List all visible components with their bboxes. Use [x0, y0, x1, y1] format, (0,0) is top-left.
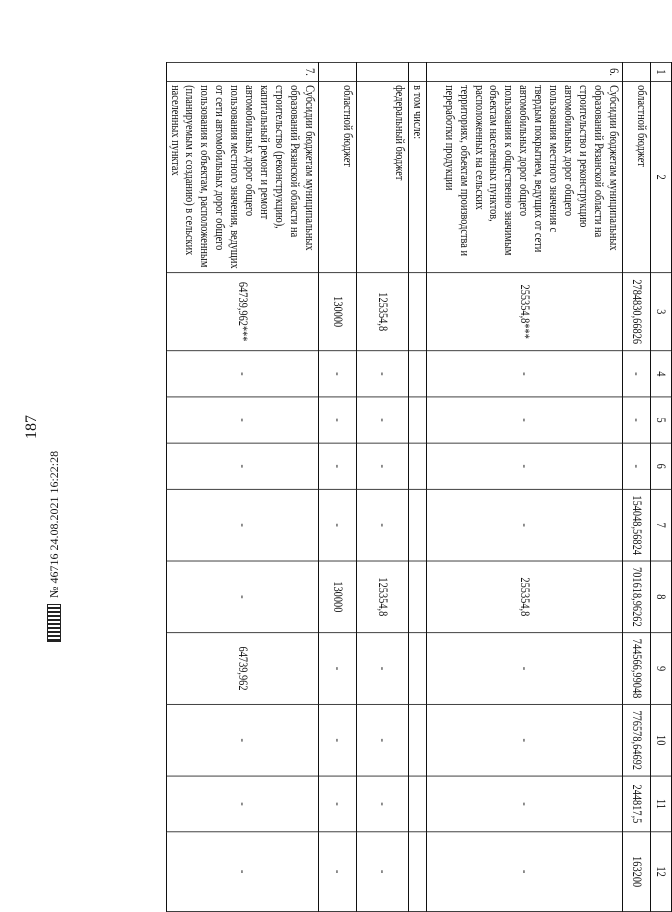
- table-cell: -: [357, 397, 409, 443]
- table-row: [357, 62, 409, 911]
- table-cell: федеральный бюджет: [357, 82, 409, 273]
- table-cell: 6.: [427, 62, 623, 81]
- table-cell: [409, 704, 427, 776]
- table-cell: -: [319, 351, 357, 397]
- table-cell: -: [357, 776, 409, 832]
- table-cell: [409, 273, 427, 351]
- table-cell: [357, 62, 409, 81]
- table-row: [319, 62, 357, 911]
- table-cell: 64739,962: [166, 633, 318, 705]
- table-cell: -: [427, 776, 623, 832]
- table-cell: 7.: [166, 62, 318, 81]
- table-cell: 244817,5: [623, 776, 651, 832]
- table-cell: в том числе:: [409, 82, 427, 273]
- table-cell: -: [357, 633, 409, 705]
- table-cell: 154048,56824: [623, 489, 651, 561]
- table-cell: Субсидии бюджетам муниципальных образований Рязанской области на строительство и реконструкцию автомобильных дорог общего пользования местного значения с твердым покрытием, ведущих от сети автомобильных дорог общего пользования к общественно значимым объектам населенных пунктов, расположенных на сельских территориях, объектам производства и переработки продукции: [427, 82, 623, 273]
- table-cell: [409, 561, 427, 633]
- col-header: 8: [651, 561, 672, 633]
- budget-table: [166, 62, 672, 912]
- table-cell: -: [166, 561, 318, 633]
- table-cell: -: [427, 704, 623, 776]
- table-cell: -: [319, 633, 357, 705]
- table-cell: 130000: [319, 273, 357, 351]
- table-cell: Субсидии бюджетам муниципальных образований Рязанской области на строительство (реконструкцию), капитальный ремонт и ремонт автомобильных дорог общего пользования местного значения, ведущих от сети автомобильных дорог общего пользования к объектам, расположенным (планируемым к созданию) в сельских населенных пунктах: [166, 82, 318, 273]
- table-cell: -: [319, 397, 357, 443]
- table-cell: -: [166, 489, 318, 561]
- table-cell: 776578,64692: [623, 704, 651, 776]
- col-header: 9: [651, 633, 672, 705]
- table-cell: -: [427, 397, 623, 443]
- footer-text: № 46716 24.08.2021 16:22:28: [46, 450, 61, 598]
- table-cell: -: [427, 633, 623, 705]
- table-cell: 255354,8: [427, 561, 623, 633]
- table-cell: -: [166, 776, 318, 832]
- table-cell: 255354,8***: [427, 273, 623, 351]
- table-cell: [409, 397, 427, 443]
- table-cell: -: [357, 832, 409, 912]
- table-cell: -: [357, 351, 409, 397]
- table-row: [409, 62, 427, 911]
- table-cell: областной бюджет: [623, 82, 651, 273]
- table-cell: -: [427, 351, 623, 397]
- table-cell: 163200: [623, 832, 651, 912]
- table-cell: [409, 351, 427, 397]
- table-cell: -: [623, 351, 651, 397]
- table-cell: -: [427, 443, 623, 489]
- col-header: 4: [651, 351, 672, 397]
- table-cell: -: [319, 832, 357, 912]
- table-cell: -: [166, 397, 318, 443]
- table-cell: [623, 62, 651, 81]
- table-cell: -: [166, 704, 318, 776]
- table-cell: -: [166, 443, 318, 489]
- col-header: 12: [651, 832, 672, 912]
- table-cell: 125354,8: [357, 561, 409, 633]
- table-row: [427, 62, 623, 911]
- table-cell: -: [357, 704, 409, 776]
- table-cell: -: [166, 832, 318, 912]
- table-cell: областной бюджет: [319, 82, 357, 273]
- table-cell: 2784830,66826: [623, 273, 651, 351]
- table-row: [623, 62, 651, 911]
- table-cell: [409, 489, 427, 561]
- table-cell: -: [427, 832, 623, 912]
- table-cell: [409, 62, 427, 81]
- table-cell: [319, 62, 357, 81]
- table-cell: [409, 776, 427, 832]
- table-cell: 744566,99048: [623, 633, 651, 705]
- col-header: 3: [651, 273, 672, 351]
- table-cell: -: [166, 351, 318, 397]
- barcode-stamp-icon: [47, 604, 61, 642]
- page-number: 187: [23, 415, 40, 439]
- table-cell: 130000: [319, 561, 357, 633]
- table-cell: -: [357, 443, 409, 489]
- col-header: 11: [651, 776, 672, 832]
- table-cell: -: [319, 443, 357, 489]
- col-header: 7: [651, 489, 672, 561]
- col-header: 10: [651, 704, 672, 776]
- table-cell: 64739,962***: [166, 273, 318, 351]
- col-header: 2: [651, 82, 672, 273]
- table-cell: 125354,8: [357, 273, 409, 351]
- document-footer: [44, 432, 64, 642]
- table-cell: -: [319, 776, 357, 832]
- col-header: 6: [651, 443, 672, 489]
- table-cell: [409, 443, 427, 489]
- rotated-table-wrapper: [168, 62, 672, 911]
- table-cell: -: [427, 489, 623, 561]
- table-cell: -: [623, 443, 651, 489]
- table-cell: 701618,96262: [623, 561, 651, 633]
- table-cell: [409, 633, 427, 705]
- col-header: 5: [651, 397, 672, 443]
- header-row: [651, 62, 672, 911]
- table-cell: -: [357, 489, 409, 561]
- table-cell: -: [319, 489, 357, 561]
- table-cell: [409, 832, 427, 912]
- col-header: 1: [651, 62, 672, 81]
- table-row: [166, 62, 318, 911]
- table-cell: -: [623, 397, 651, 443]
- table-cell: -: [319, 704, 357, 776]
